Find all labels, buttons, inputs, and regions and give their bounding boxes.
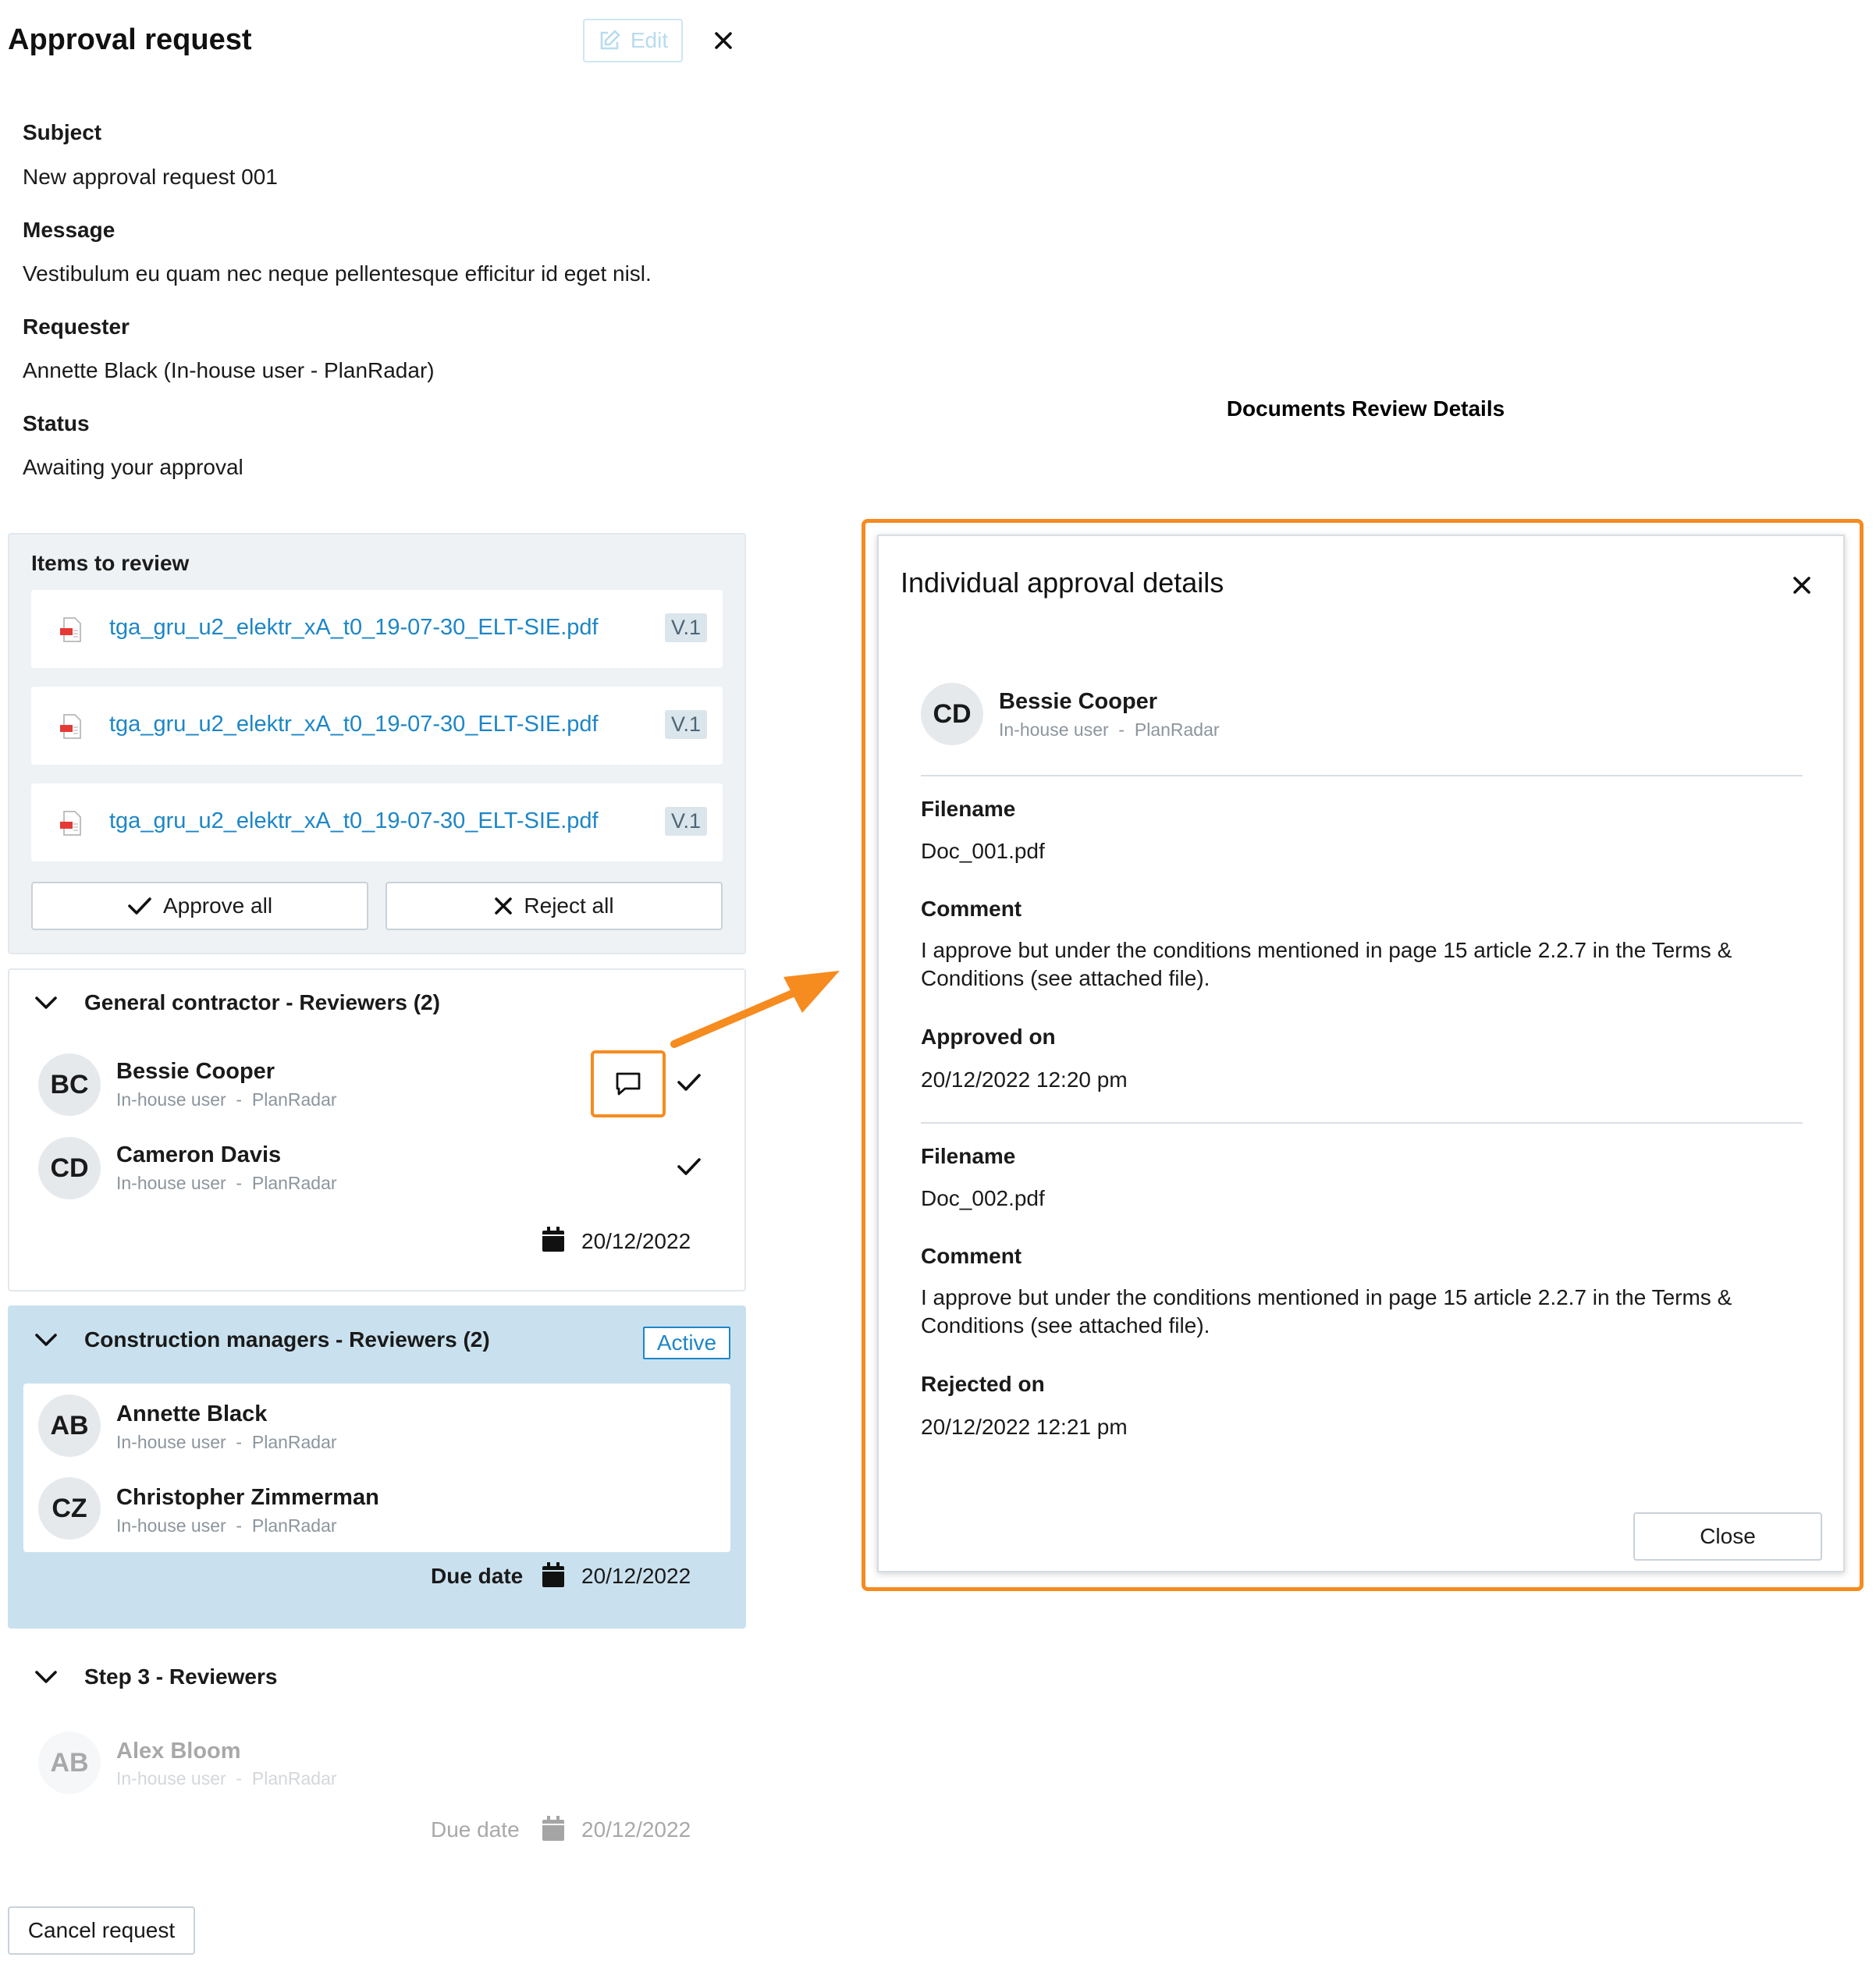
reviewer-role: In-house user - PlanRadar: [116, 1089, 337, 1110]
document-link[interactable]: tga_gru_u2_elektr_xA_t0_19-07-30_ELT-SIE.pdf: [109, 808, 599, 833]
document-item[interactable]: [31, 783, 723, 861]
pdf-icon: [58, 713, 84, 740]
cancel-request-button[interactable]: Cancel request: [8, 1906, 195, 1955]
reject-all-label: Reject all: [524, 893, 614, 918]
reject-all-button[interactable]: [386, 882, 723, 930]
section-heading: Documents Review Details: [1226, 396, 1505, 421]
group-title[interactable]: Construction managers - Reviewers (2): [84, 1327, 490, 1352]
avatar: AB: [38, 1394, 101, 1457]
comment-value: I approve but under the conditions mentioned in page 15 article 2.2.7 in the Terms & Conditions (see attached file).: [921, 938, 1732, 990]
chevron-down-icon[interactable]: [34, 995, 58, 1011]
filename-label: Filename: [921, 1144, 1016, 1168]
message-value: Vestibulum eu quam nec neque pellentesque efficitur id eget nisl.: [23, 261, 652, 286]
group-date: 20/12/2022: [581, 1229, 691, 1253]
approved-check-icon: [677, 1156, 702, 1177]
group-title[interactable]: Step 3 - Reviewers: [84, 1664, 278, 1689]
reviewer-name: Bessie Cooper: [116, 1059, 275, 1084]
group-date: 20/12/2022: [581, 1564, 691, 1588]
modal-title: Individual approval details: [901, 567, 1224, 599]
avatar: CD: [921, 683, 983, 745]
version-badge: V.1: [665, 613, 707, 642]
edit-button[interactable]: [583, 19, 683, 62]
items-to-review-title: Items to review: [31, 551, 190, 575]
reviewer-name: Alex Bloom: [116, 1739, 241, 1764]
close-icon: [494, 897, 513, 915]
reviewer-role: In-house user - PlanRadar: [999, 719, 1220, 740]
avatar: CZ: [38, 1477, 101, 1540]
pointer-arrow: [670, 966, 849, 1052]
decision-label: Approved on: [921, 1025, 1056, 1049]
filename-value: Doc_001.pdf: [921, 839, 1045, 863]
decision-label: Rejected on: [921, 1372, 1045, 1396]
calendar-icon: [541, 1226, 566, 1252]
reviewer-role: In-house user - PlanRadar: [116, 1173, 337, 1193]
approve-all-label: Approve all: [162, 893, 273, 918]
filename-value: Doc_002.pdf: [921, 1186, 1045, 1210]
status-label: Status: [23, 411, 90, 435]
reviewer-name: Bessie Cooper: [999, 689, 1158, 714]
comment-icon: [614, 1071, 642, 1097]
status-badge: Active: [643, 1327, 730, 1359]
requester-value: Annette Black (In-house user - PlanRadar): [23, 358, 435, 382]
avatar: BC: [38, 1053, 101, 1116]
document-item[interactable]: [31, 590, 723, 668]
close-icon[interactable]: [706, 23, 741, 58]
comment-value: I approve but under the conditions mentioned in page 15 article 2.2.7 in the Terms & Conditions (see attached file).: [921, 1285, 1732, 1337]
reviewer-name: Cameron Davis: [116, 1142, 282, 1167]
chevron-down-icon[interactable]: [34, 1669, 58, 1685]
edit-label: Edit: [630, 28, 669, 52]
pdf-icon: [58, 810, 84, 837]
chevron-down-icon[interactable]: [34, 1332, 58, 1348]
reviewer-role: In-house user - PlanRadar: [116, 1768, 337, 1789]
calendar-icon: [541, 1815, 566, 1842]
reviewer-name: Annette Black: [116, 1401, 268, 1426]
comment-label: Comment: [921, 1244, 1022, 1268]
group-date: 20/12/2022: [581, 1817, 691, 1842]
check-icon: [127, 896, 152, 916]
version-badge: V.1: [665, 807, 707, 836]
due-date-label: Due date: [431, 1817, 520, 1842]
edit-icon: [598, 29, 621, 52]
divider: [921, 1122, 1803, 1124]
calendar-icon: [541, 1561, 566, 1588]
requester-label: Requester: [23, 314, 130, 339]
subject-value: New approval request 001: [23, 165, 278, 189]
page-title: Approval request: [8, 23, 252, 56]
decision-date: 20/12/2022 12:21 pm: [921, 1415, 1128, 1439]
decision-date: 20/12/2022 12:20 pm: [921, 1067, 1128, 1092]
status-value: Awaiting your approval: [23, 455, 243, 479]
subject-label: Subject: [23, 120, 102, 144]
document-link[interactable]: tga_gru_u2_elektr_xA_t0_19-07-30_ELT-SIE.pdf: [109, 615, 599, 640]
pdf-icon: [58, 616, 84, 643]
reviewer-role: In-house user - PlanRadar: [116, 1515, 337, 1536]
approve-all-button[interactable]: [31, 882, 368, 930]
reviewer-role: In-house user - PlanRadar: [116, 1432, 337, 1452]
message-label: Message: [23, 218, 115, 242]
comment-button[interactable]: [591, 1050, 666, 1117]
divider: [921, 775, 1803, 776]
document-item[interactable]: [31, 687, 723, 765]
close-button[interactable]: Close: [1633, 1512, 1822, 1561]
document-link[interactable]: tga_gru_u2_elektr_xA_t0_19-07-30_ELT-SIE.pdf: [109, 712, 599, 737]
comment-label: Comment: [921, 897, 1022, 921]
close-icon[interactable]: [1782, 566, 1821, 605]
version-badge: V.1: [665, 710, 707, 739]
approved-check-icon: [677, 1072, 702, 1092]
filename-label: Filename: [921, 797, 1016, 821]
reviewer-name: Christopher Zimmerman: [116, 1485, 379, 1510]
due-date-label: Due date: [431, 1564, 524, 1588]
avatar: CD: [38, 1137, 101, 1199]
avatar: AB: [38, 1732, 101, 1794]
group-title[interactable]: General contractor - Reviewers (2): [84, 990, 440, 1014]
